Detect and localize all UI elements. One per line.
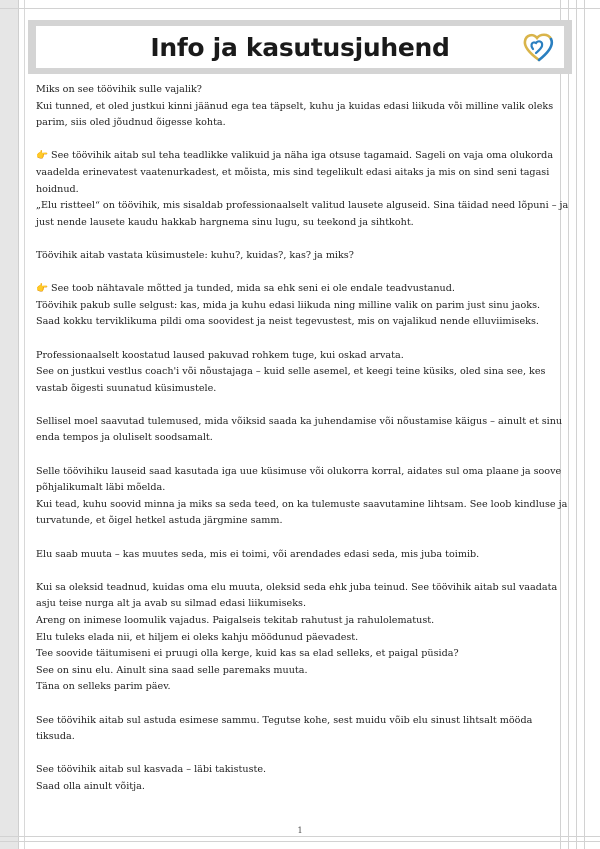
paragraph: Töövihik aitab vastata küsimustele: kuhu?, kuidas?, kas? ja miks?: [36, 249, 354, 261]
margin-line: [576, 0, 577, 849]
paragraph: Täna on selleks parim päev.: [36, 681, 171, 693]
paragraph-gap: [36, 397, 571, 414]
paragraph: See on justkui vestlus coach'i või nõustajaga – kuid selle asemel, et keegi teine küsiks, oled sina see, kes vastab õigesti suunatud küsimustele.: [36, 366, 546, 394]
paragraph: Töövihik pakub sulle selgust: kas, mida ja kuhu edasi liikuda ning milline valik on parim just sinu jaoks.: [36, 299, 541, 311]
paragraph-text: 👉 See toob nähtavale mõtted ja tunded, mida sa ehk seni ei ole endale teadvustanud.: [36, 283, 455, 295]
left-margin-bar: [0, 0, 19, 849]
margin-line: [584, 0, 585, 849]
paragraph-gap: [36, 530, 571, 547]
paragraph: Professionaalselt koostatud laused pakuvad rohkem tuge, kui oskad arvata.: [36, 349, 404, 361]
paragraph: Areng on inimese loomulik vajadus. Paigalseis tekitab rahutust ja rahulolematust.: [36, 615, 435, 626]
paragraph-text: 👉 See töövihik aitab sul teha teadlikke valikuid ja näha iga otsuse tagamaid. Sageli on vaja oma olukorda vaadelda erinevatest vaatenurkadest, et mõista, mis sind tegelikult edasi aitaks ja mis on sind seni tagasi hoidnud.: [36, 150, 554, 195]
heart-logo-icon: [522, 31, 556, 63]
paragraph: See töövihik aitab sul astuda esimese sammu. Tegutse kohe, sest muidu võib elu sinust lihtsalt mööda tiksuda.: [36, 714, 533, 743]
paragraph: „Elu ristteel“ on töövihik, mis sisaldab professionaalselt valitud lausete alguseid. Sina täidad need lõpuni – ja just nende lausete kaudu hakkab hargnema sinu lugu, su teekond ja sihtkoht.: [36, 200, 569, 228]
paragraph-gap: [36, 331, 571, 348]
paragraph-gap: [36, 746, 571, 763]
paragraph: Sellisel moel saavutad tulemused, mida võiksid saada ka juhendamise või nõustamise käigus – ainult et sinu enda tempos ja oluliselt soodsamalt.: [36, 415, 563, 444]
paragraph: [36, 281, 571, 298]
bottom-margin-line: [0, 836, 600, 837]
paragraph-gap: [36, 132, 571, 149]
paragraph-gap: [36, 563, 571, 580]
paragraph: Saad kokku terviklikuma pildi oma soovidest ja neist tegevustest, mis on vajalikud nende elluviimiseks.: [36, 316, 539, 328]
paragraph: Kui tead, kuhu soovid minna ja miks sa seda teed, on ka tulemuste saavutamine lihtsam. See loob kindluse ja turvatunde, et õigel hetkel astuda järgmine samm.: [36, 498, 568, 527]
bottom-margin-line: [0, 841, 600, 842]
paragraph-gap: [36, 447, 571, 464]
paragraph: Kui sa oleksid teadnud, kuidas oma elu muuta, oleksid seda ehk juba teinud. See töövihik aitab sul vaadata asju teise nurga alt ja avab su silmad edasi liikumiseks.: [36, 581, 558, 610]
paragraph-gap: [36, 265, 571, 282]
paragraph: Miks on see töövihik sulle vajalik?: [36, 84, 202, 95]
paragraph: Tee soovide täitumiseni ei pruugi olla kerge, kuid kas sa elad selleks, et paigal püsida?: [36, 648, 459, 660]
header-box: [36, 26, 564, 68]
page-title: Info ja kasutusjuhend: [150, 32, 450, 62]
paragraph: Kui tunned, et oled justkui kinni jäänud ega tea täpselt, kuhu ja kuidas edasi liikuda või milline valik oleks parim, siis oled jõudnud õigesse kohta.: [36, 100, 554, 129]
paragraph-gap: [36, 696, 571, 713]
body-text: [36, 82, 571, 796]
paragraph: Selle töövihiku lauseid saad kasutada iga uue küsimuse või olukorra korral, aidates sul oma plaane ja soove põhjalikumalt läbi mõelda.: [36, 465, 562, 494]
page-number: 1: [297, 826, 303, 835]
paragraph: Elu tuleks elada nii, et hiljem ei oleks kahju möödunud päevadest.: [36, 631, 359, 643]
paragraph: Saad olla ainult võitja.: [36, 780, 145, 792]
top-margin-line: [0, 8, 600, 9]
paragraph: Elu saab muuta – kas muutes seda, mis ei toimi, või arendades edasi seda, mis juba toimib.: [36, 548, 480, 560]
paragraph: [36, 148, 571, 198]
header-band: [28, 20, 572, 74]
paragraph: See töövihik aitab sul kasvada – läbi takistuste.: [36, 764, 267, 776]
paragraph: See on sinu elu. Ainult sina saad selle paremaks muuta.: [36, 664, 308, 676]
paragraph-gap: [36, 231, 571, 248]
